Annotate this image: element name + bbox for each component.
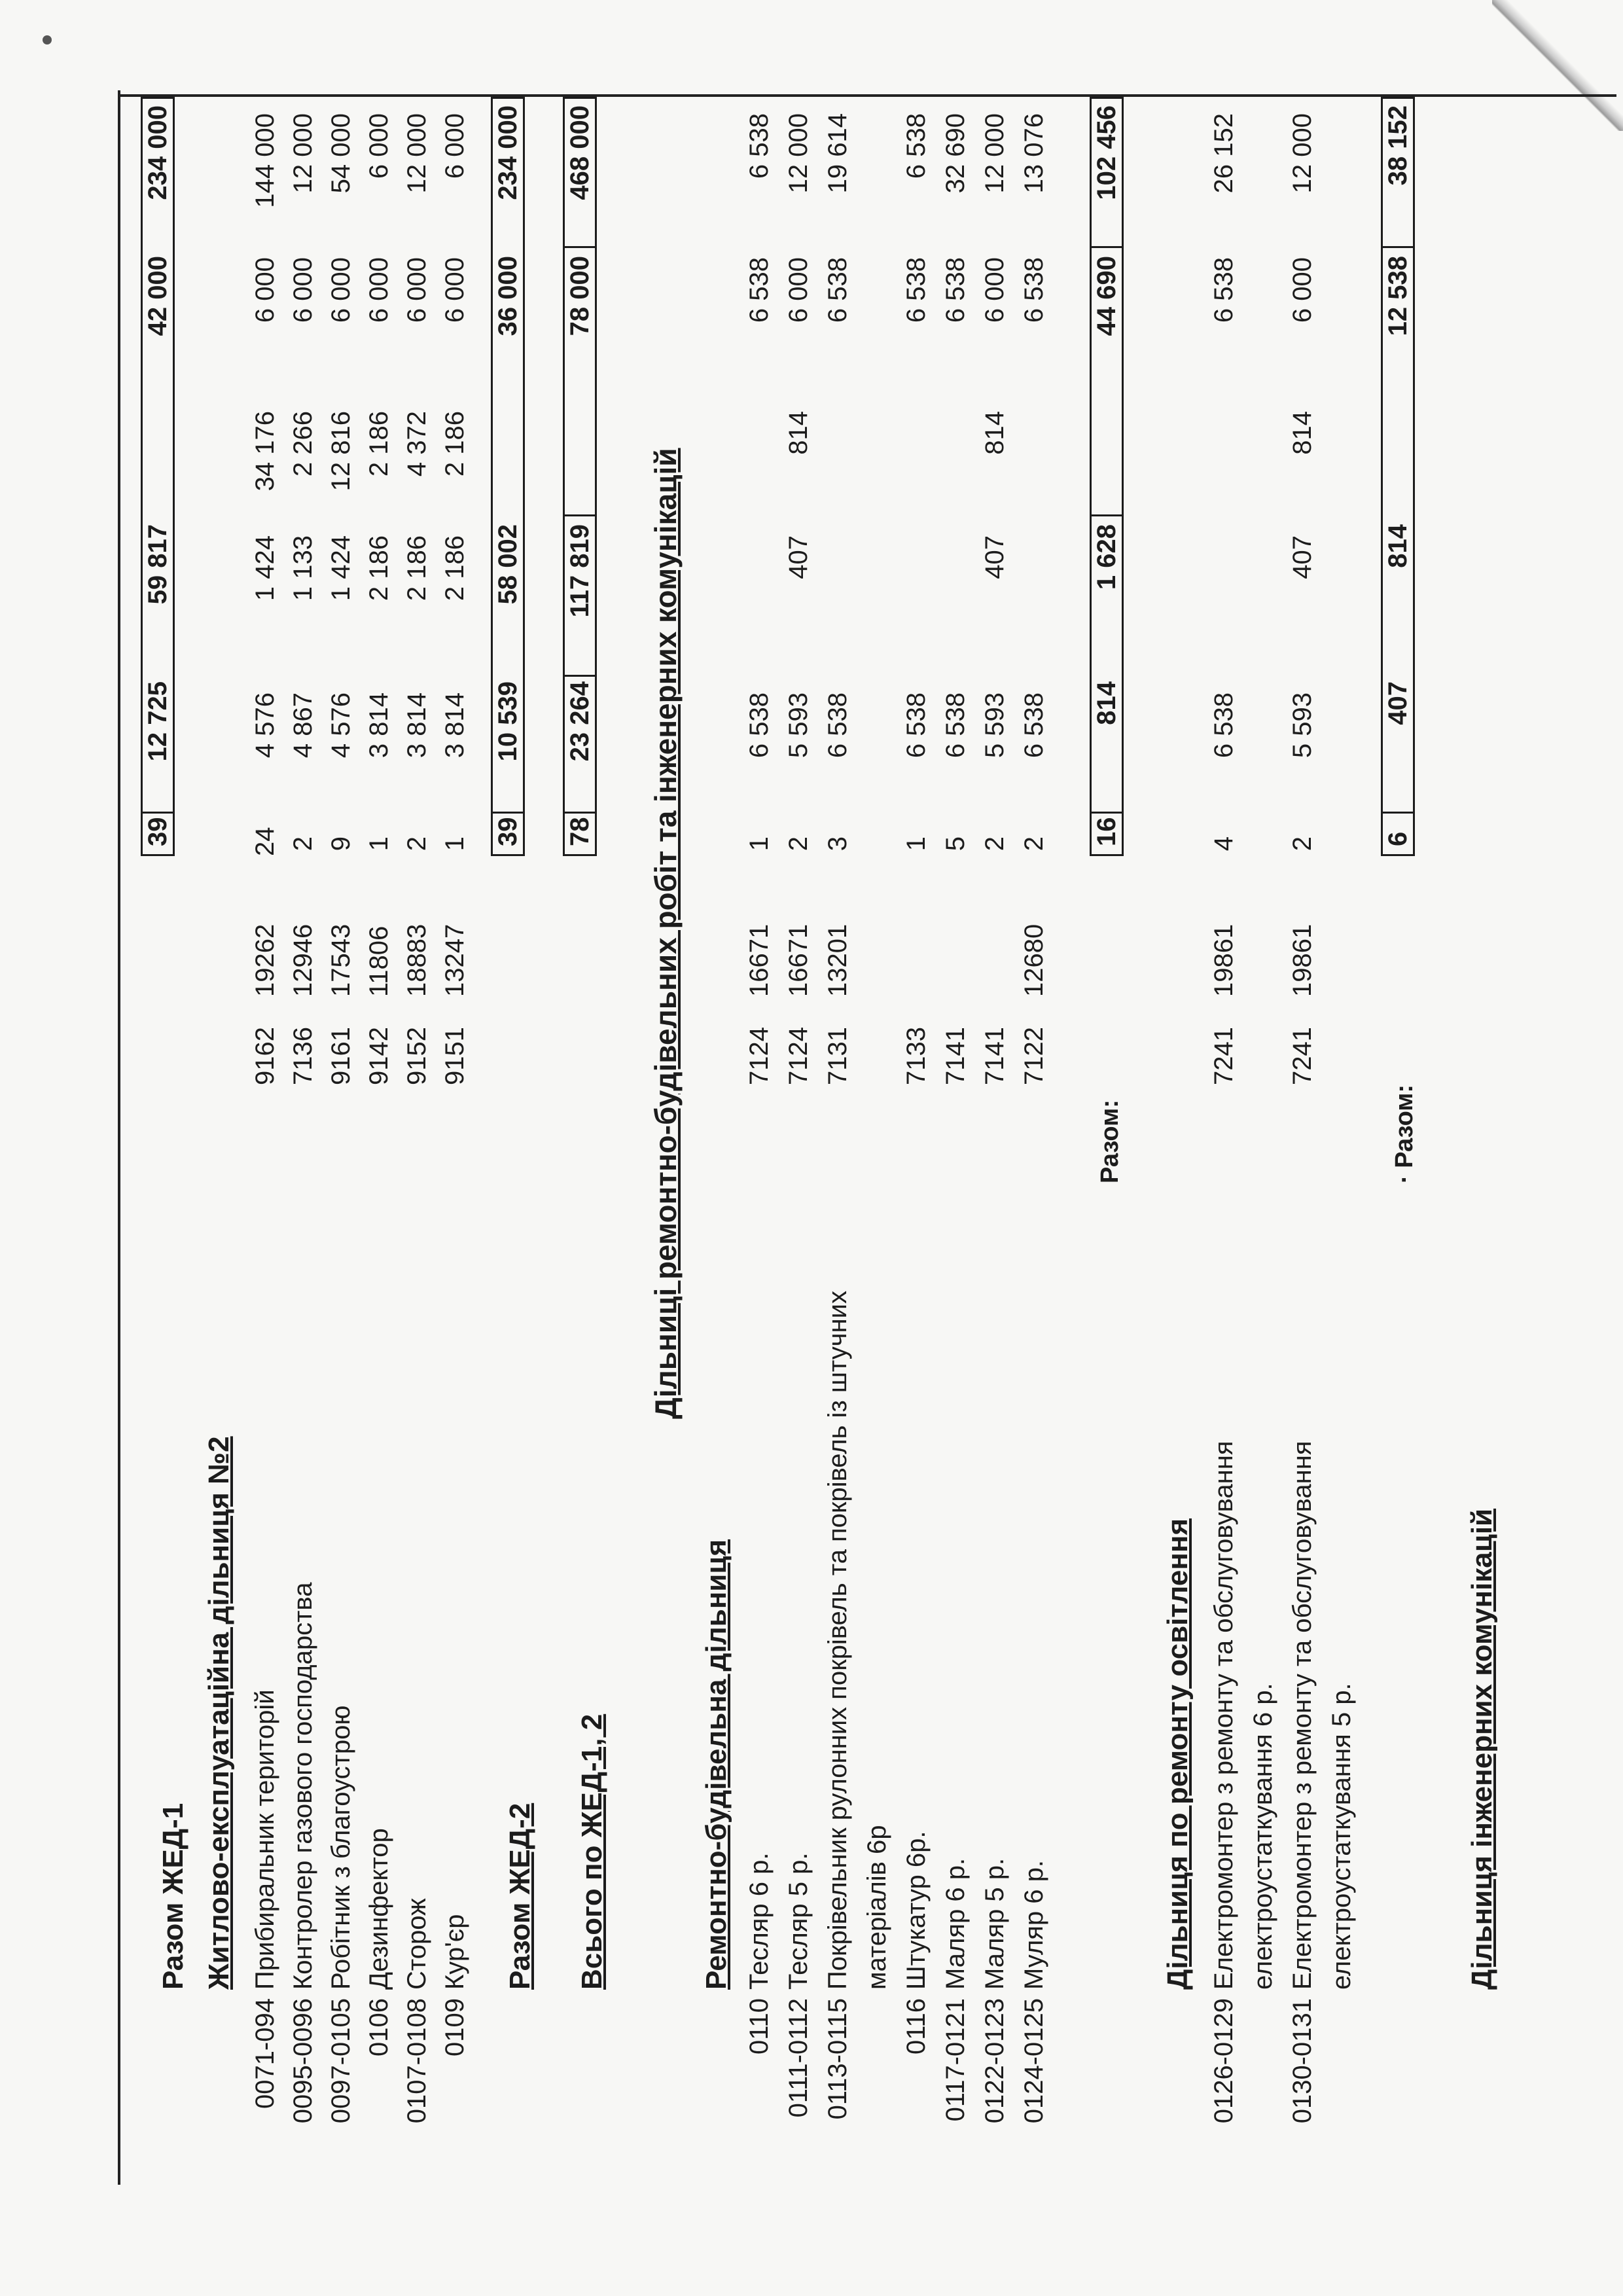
cell-n4: 407 — [784, 535, 813, 579]
cell-n6: 6 000 — [365, 257, 393, 323]
cell-sal: 4 867 — [289, 692, 317, 759]
remont-total-label: Разом: — [1096, 1100, 1124, 1183]
cell-kp: 9162 — [251, 1027, 279, 1085]
table-row — [1283, 0, 1322, 2296]
all-total-v4: 23 264 — [565, 681, 594, 762]
cell-n2: 1 — [440, 836, 469, 852]
table-row — [1322, 0, 1361, 2296]
cell-name: Тесляр 6 р. — [745, 1852, 774, 1990]
table-row — [283, 0, 323, 2296]
cell-n6: 6 000 — [440, 257, 469, 323]
cell-n2: 1 — [745, 836, 774, 852]
cell-n5: 4 372 — [402, 411, 431, 477]
cell-n1: 13201 — [823, 924, 852, 997]
scan-speck — [43, 35, 52, 45]
cell-kp: 7122 — [1020, 1027, 1048, 1085]
cell-code: 0113-0115 — [823, 1998, 852, 2120]
osvit-total-v6: 12 538 — [1383, 256, 1412, 336]
cell-n4: 2 186 — [365, 535, 393, 601]
cell-n5: 2 186 — [365, 411, 393, 477]
cell-name: Маляр 5 р. — [980, 1857, 1009, 1990]
cell-kp: 7124 — [745, 1027, 774, 1085]
cell-name: Робітник з благоустрою — [327, 1705, 355, 1990]
cell-name: Маляр 6 р. — [941, 1857, 970, 1990]
cell-n5: 814 — [1288, 411, 1317, 455]
cell-kp: 9151 — [440, 1027, 469, 1085]
section-remont-title: Ремонтно-будівельна дільниця — [700, 1539, 732, 1990]
cell-name: Прибиральник територій — [251, 1689, 279, 1990]
cell-sal: 6 538 — [941, 692, 970, 759]
cell-n7: 12 000 — [289, 113, 317, 194]
all-total-v5: 117 819 — [565, 524, 594, 618]
cell-n1: 16671 — [745, 924, 774, 997]
cell-sal: 6 538 — [1209, 692, 1238, 759]
cell-code: 0095-0096 — [289, 1998, 317, 2124]
all-total-label: Всього по ЖЕД-1, 2 — [576, 1713, 608, 1990]
cell-code: 0097-0105 — [327, 1998, 355, 2124]
cell-name: електроустаткування 6 р. — [1249, 1683, 1277, 1990]
cell-name: Кур'єр — [440, 1914, 469, 1990]
cell-n2: 1 — [365, 836, 393, 852]
remont-total-v5: 1 628 — [1092, 524, 1121, 590]
cell-sal: 6 538 — [902, 692, 931, 759]
cell-n2: 2 — [1288, 836, 1317, 852]
zhed2-total-v4: 10 539 — [493, 681, 522, 762]
cell-n1: 16671 — [784, 924, 813, 997]
cell-kp: 7141 — [980, 1027, 1009, 1085]
cell-n2: 9 — [327, 836, 355, 852]
zhed2-total-v5: 58 002 — [493, 524, 522, 605]
cell-n7: 12 000 — [1288, 113, 1317, 194]
cell-n7: 6 538 — [902, 113, 931, 179]
zhed1-total-box — [141, 97, 175, 856]
table-row — [359, 0, 399, 2296]
cell-n7: 19 614 — [823, 113, 852, 194]
zhed1-total-v7: 234 000 — [143, 105, 172, 200]
cell-n1: 18883 — [402, 924, 431, 997]
cell-code: 0130-0131 — [1288, 1998, 1317, 2124]
cell-name: Дезинфектор — [365, 1828, 393, 1990]
cell-name: електроустаткування 5 р. — [1327, 1683, 1356, 1990]
cell-sal: 6 538 — [1020, 692, 1048, 759]
cell-n2: 2 — [402, 836, 431, 852]
cell-n1: 12680 — [1020, 924, 1048, 997]
cell-n1: 19861 — [1288, 924, 1317, 997]
cell-n6: 6 000 — [327, 257, 355, 323]
cell-sal: 6 538 — [745, 692, 774, 759]
cell-n5: 12 816 — [327, 411, 355, 492]
cell-kp: 7133 — [902, 1027, 931, 1085]
cell-n4: 1 133 — [289, 535, 317, 601]
cell-kp: 9152 — [402, 1027, 431, 1085]
cell-n7: 54 000 — [327, 113, 355, 194]
cell-n2: 24 — [251, 827, 279, 856]
cell-n2: 2 — [784, 836, 813, 852]
table-row — [435, 0, 474, 2296]
cell-n1: 11806 — [365, 925, 393, 997]
cell-n6: 6 538 — [823, 257, 852, 323]
cell-sal: 3 814 — [440, 692, 469, 759]
section-inzh-title: Дільниця інженерних комунікацій — [1466, 1508, 1498, 1990]
top-border-line — [118, 90, 120, 2185]
cell-code: 0111-0112 — [784, 1998, 813, 2118]
zhed1-total-label: Разом ЖЕД-1 — [157, 1803, 189, 1990]
cell-n6: 6 000 — [1288, 257, 1317, 323]
zhed1-total-v5: 59 817 — [143, 524, 172, 605]
cell-n5: 814 — [784, 411, 813, 455]
remont-total-v7: 102 456 — [1092, 105, 1121, 200]
cell-n5: 34 176 — [251, 411, 279, 492]
cell-code: 0106 — [365, 1998, 393, 2056]
cell-n7: 12 000 — [402, 113, 431, 194]
cell-code: 0071-094 — [251, 1998, 279, 2109]
cell-n2: 2 — [1020, 836, 1048, 852]
cell-kp: 7241 — [1288, 1027, 1317, 1085]
cell-code: 0107-0108 — [402, 1998, 431, 2124]
cell-sal: 3 814 — [365, 692, 393, 759]
cell-n6: 6 000 — [980, 257, 1009, 323]
cell-code: 0116 — [902, 1998, 931, 2055]
zhed1-total-count: 39 — [143, 817, 172, 846]
remont-total-box — [1090, 97, 1124, 856]
cell-sal: 3 814 — [402, 692, 431, 759]
osvit-total-v5: 814 — [1383, 524, 1412, 568]
cell-n6: 6 538 — [902, 257, 931, 323]
cell-n6: 6 000 — [402, 257, 431, 323]
cell-n6: 6 000 — [289, 257, 317, 323]
zhed2-total-label: Разом ЖЕД-2 — [504, 1803, 536, 1990]
zhed2-total-box — [491, 97, 525, 856]
cell-n1: 12946 — [289, 924, 317, 997]
cell-n5: 814 — [980, 411, 1009, 455]
cell-sal: 5 593 — [784, 692, 813, 759]
zhed2-total-v6: 36 000 — [493, 256, 522, 336]
cell-n7: 32 690 — [941, 113, 970, 194]
zhed1-total-v4: 12 725 — [143, 681, 172, 762]
cell-n5: 2 186 — [440, 411, 469, 477]
cell-sal: 5 593 — [980, 692, 1009, 759]
table-row — [975, 0, 1014, 2296]
cell-code: 0110 — [745, 1998, 774, 2055]
section-zhed2-title: Житлово-експлуатаційна дільниця №2 — [203, 1436, 235, 1990]
table-row — [936, 0, 975, 2296]
cell-kp: 7141 — [941, 1027, 970, 1085]
cell-kp: 7241 — [1209, 1027, 1238, 1085]
cell-name: Електромонтер з ремонту та обслуговування — [1209, 1441, 1238, 1990]
cell-n6: 6 000 — [784, 257, 813, 323]
cell-code: 0126-0129 — [1209, 1998, 1238, 2124]
table-row — [897, 0, 936, 2296]
cell-name: Контролер газового господарства — [289, 1582, 317, 1990]
table-row — [321, 0, 361, 2296]
cell-n1: 13247 — [440, 924, 469, 997]
cell-n7: 6 538 — [745, 113, 774, 179]
osvit-total-box — [1381, 97, 1415, 856]
remont-total-count: 16 — [1092, 817, 1121, 846]
cell-n6: 6 000 — [251, 257, 279, 323]
cell-n6: 6 538 — [1020, 257, 1048, 323]
cell-n4: 407 — [980, 535, 1009, 579]
big-section-heading: Дільниці ремонтно-будівельних робіт та інженерних комунікацій — [649, 448, 683, 1419]
cell-kp: 7124 — [784, 1027, 813, 1085]
cell-n2: 4 — [1209, 836, 1238, 852]
osvit-total-v4: 407 — [1383, 681, 1412, 725]
table-row — [1243, 0, 1283, 2296]
table-row — [779, 0, 818, 2296]
cell-n6: 6 538 — [941, 257, 970, 323]
zhed1-total-v6: 42 000 — [143, 256, 172, 336]
cell-name: Покрівельник рулонних покрівель та покрівель із штучних — [823, 1291, 852, 1990]
remont-total-v4: 814 — [1092, 681, 1121, 725]
cell-n6: 6 538 — [745, 257, 774, 323]
cell-n5: 2 266 — [289, 411, 317, 477]
all-total-v6: 78 000 — [565, 256, 594, 336]
cell-n4: 2 186 — [440, 535, 469, 601]
cell-code: 0124-0125 — [1020, 1998, 1048, 2124]
zhed2-total-v7: 234 000 — [493, 105, 522, 200]
cell-name: Штукатур 6р. — [902, 1831, 931, 1990]
cell-n7: 13 076 — [1020, 113, 1048, 194]
cell-sal: 4 576 — [251, 692, 279, 759]
cell-n7: 144 000 — [251, 113, 279, 208]
cell-n2: 5 — [941, 836, 970, 852]
cell-n2: 1 — [902, 836, 931, 852]
cell-n1: 19861 — [1209, 924, 1238, 997]
table-row — [1204, 0, 1243, 2296]
cell-kp: 7136 — [289, 1027, 317, 1085]
cell-n7: 12 000 — [784, 113, 813, 194]
cell-n2: 3 — [823, 836, 852, 852]
all-total-v7: 468 000 — [565, 105, 594, 200]
cell-code: 0117-0121 — [941, 1998, 970, 2122]
cell-n2: 2 — [980, 836, 1009, 852]
cell-code: 0109 — [440, 1998, 469, 2056]
osvit-total-count: 6 — [1383, 831, 1412, 846]
cell-name: Електромонтер з ремонту та обслуговування — [1288, 1441, 1317, 1990]
cell-sal: 6 538 — [823, 692, 852, 759]
remont-total-v6: 44 690 — [1092, 256, 1121, 336]
cell-n4: 407 — [1288, 535, 1317, 579]
cell-n4: 1 424 — [327, 535, 355, 601]
cell-kp: 9161 — [327, 1027, 355, 1085]
cell-kp: 7131 — [823, 1027, 852, 1085]
cell-n2: 2 — [289, 836, 317, 852]
table-row — [818, 0, 857, 2296]
cell-n1: 19262 — [251, 924, 279, 997]
cell-n7: 12 000 — [980, 113, 1009, 194]
cell-kp: 9142 — [365, 1027, 393, 1085]
cell-name: Сторож — [402, 1898, 431, 1990]
osvit-total-label: · Разом: — [1391, 1084, 1418, 1183]
cell-n4: 1 424 — [251, 535, 279, 601]
cell-n6: 6 538 — [1209, 257, 1238, 323]
cell-n1: 17543 — [327, 924, 355, 997]
cell-n7: 6 000 — [365, 113, 393, 179]
table-row — [740, 0, 779, 2296]
cell-code: 0122-0123 — [980, 1998, 1009, 2124]
cell-n7: 6 000 — [440, 113, 469, 179]
cell-sal: 4 576 — [327, 692, 355, 759]
cell-n7: 26 152 — [1209, 113, 1238, 194]
osvit-total-v7: 38 152 — [1383, 105, 1412, 186]
cell-name: матеріалів 6р — [863, 1825, 891, 1990]
cell-name: Тесляр 5 р. — [784, 1852, 813, 1990]
zhed2-total-count: 39 — [493, 817, 522, 846]
cell-sal: 5 593 — [1288, 692, 1317, 759]
table-row — [245, 0, 285, 2296]
all-total-box — [563, 97, 597, 856]
cell-n4: 2 186 — [402, 535, 431, 601]
cell-name: Муляр 6 р. — [1020, 1860, 1048, 1990]
all-total-count: 78 — [565, 817, 594, 846]
table-row — [1014, 0, 1054, 2296]
table-row — [857, 0, 897, 2296]
section-osvit-title: Дільниця по ремонту освітлення — [1162, 1518, 1194, 1990]
table-row — [397, 0, 437, 2296]
